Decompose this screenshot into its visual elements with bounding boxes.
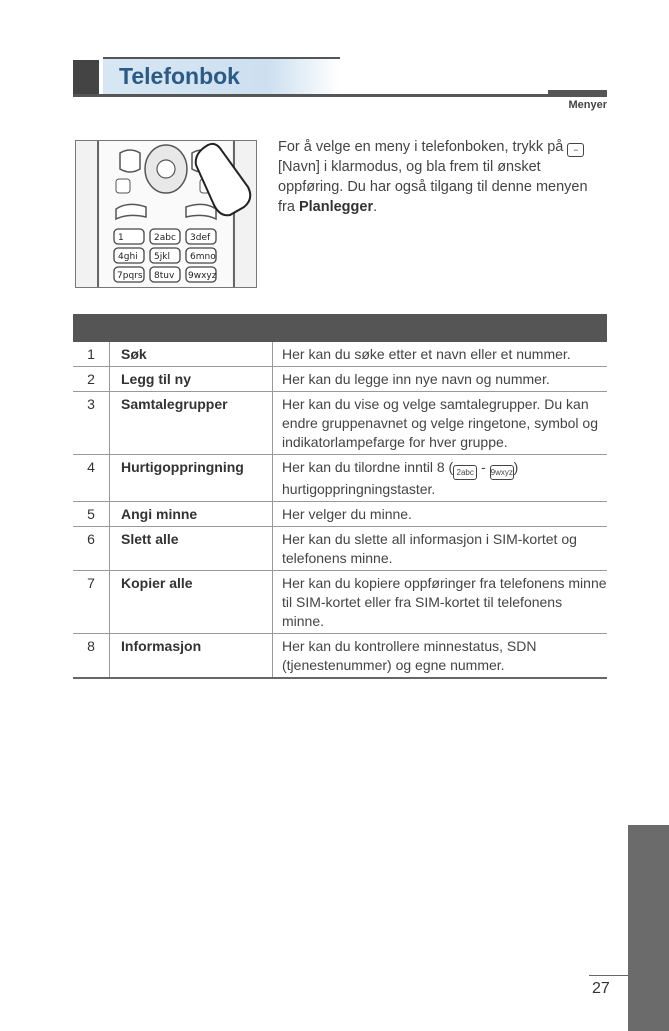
section-label: Menyer xyxy=(568,99,607,111)
header-rule xyxy=(73,94,607,97)
page-title: Telefonbok xyxy=(119,63,240,89)
row-desc: Her kan du kontrollere minnestatus, SDN (tjenestenummer) og egne nummer. xyxy=(273,634,608,679)
row-desc: Her kan du slette all informasjon i SIM-kortet og telefonens minne. xyxy=(273,527,608,571)
key-6: 6mno xyxy=(190,252,216,262)
row-number: 5 xyxy=(73,502,110,527)
row-name: Angi minne xyxy=(110,502,273,527)
row-desc: Her velger du minne. xyxy=(273,502,608,527)
row-number: 1 xyxy=(73,342,110,367)
menu-key-icon xyxy=(116,179,130,193)
title-box xyxy=(103,57,340,97)
key-1: 1 xyxy=(118,233,124,243)
table-row xyxy=(73,455,607,502)
table-row xyxy=(73,392,607,455)
table-row xyxy=(73,571,607,634)
row-desc xyxy=(273,455,608,502)
row-desc: Her kan du vise og velge samtalegrupper. Du kan endre gruppenavnet og velge ringetone, symbol og indikatorlampefarge for hver gruppe. xyxy=(273,392,608,455)
row-name: Slett alle xyxy=(110,527,273,571)
page-number-rule xyxy=(589,975,628,976)
key-8: 8tuv xyxy=(154,271,175,281)
row-name: Hurtigoppringning xyxy=(110,455,273,502)
row-desc: Her kan du søke etter et navn eller et nummer. xyxy=(282,346,571,362)
row-desc-a: Her kan du tilordne inntil 8 ( xyxy=(282,459,454,475)
row-number: 2 xyxy=(73,367,110,392)
title-marker xyxy=(73,60,99,94)
intro-bold: Planlegger xyxy=(298,199,374,215)
row-desc-b: ) hurtigoppringningstaster. xyxy=(282,459,519,497)
key-2-icon: 2abc xyxy=(453,465,477,480)
menu-table xyxy=(73,342,607,679)
table-row xyxy=(73,502,607,527)
row-desc: Her kan du legge inn nye navn og nummer. xyxy=(273,367,608,392)
key-range-dash: - xyxy=(477,459,490,475)
phone-keypad-drawing xyxy=(76,141,256,287)
key-9: 9wxyz xyxy=(188,271,217,281)
row-name: Kopier alle xyxy=(110,571,273,634)
intro-part2: [Navn] i klarmodus, og bla frem til ønsket oppføring. Du har også tilgang til denne menyen fra xyxy=(278,159,588,215)
row-number: 4 xyxy=(73,455,110,502)
table-row xyxy=(73,527,607,571)
table-header-bar xyxy=(73,314,607,342)
chapter-side-tab xyxy=(628,825,669,1031)
row-number: 6 xyxy=(73,527,110,571)
left-softkey-icon xyxy=(120,150,140,172)
intro-text xyxy=(278,137,608,217)
key-7: 7pqrs xyxy=(117,271,143,281)
key-5: 5jkl xyxy=(154,252,170,262)
row-name: Søk xyxy=(110,342,273,367)
key-3: 3def xyxy=(190,233,211,243)
left-softkey-icon: − xyxy=(567,143,584,157)
row-number: 7 xyxy=(73,571,110,634)
phone-illustration xyxy=(75,140,257,288)
row-number: 8 xyxy=(73,634,110,679)
key-2: 2abc xyxy=(154,233,176,243)
table-row xyxy=(73,634,607,679)
intro-part3: . xyxy=(373,199,378,215)
key-9-icon: 9wxyz xyxy=(490,465,514,480)
row-number: 3 xyxy=(73,392,110,455)
row-name: Legg til ny xyxy=(110,367,273,392)
row-name: Samtalegrupper xyxy=(110,392,273,455)
table-row xyxy=(73,342,607,367)
key-4: 4ghi xyxy=(118,252,138,262)
row-name: Informasjon xyxy=(110,634,273,679)
table-row xyxy=(73,367,607,392)
page-number: 27 xyxy=(592,980,610,997)
intro-part1: For å velge en meny i telefonboken, trykk på xyxy=(278,139,564,155)
ok-key-icon xyxy=(157,160,175,178)
header-rule-accent xyxy=(548,90,607,94)
row-desc: Her kan du kopiere oppføringer fra telefonens minne til SIM-kortet eller fra SIM-kortet til telefonens minne. xyxy=(273,571,608,634)
